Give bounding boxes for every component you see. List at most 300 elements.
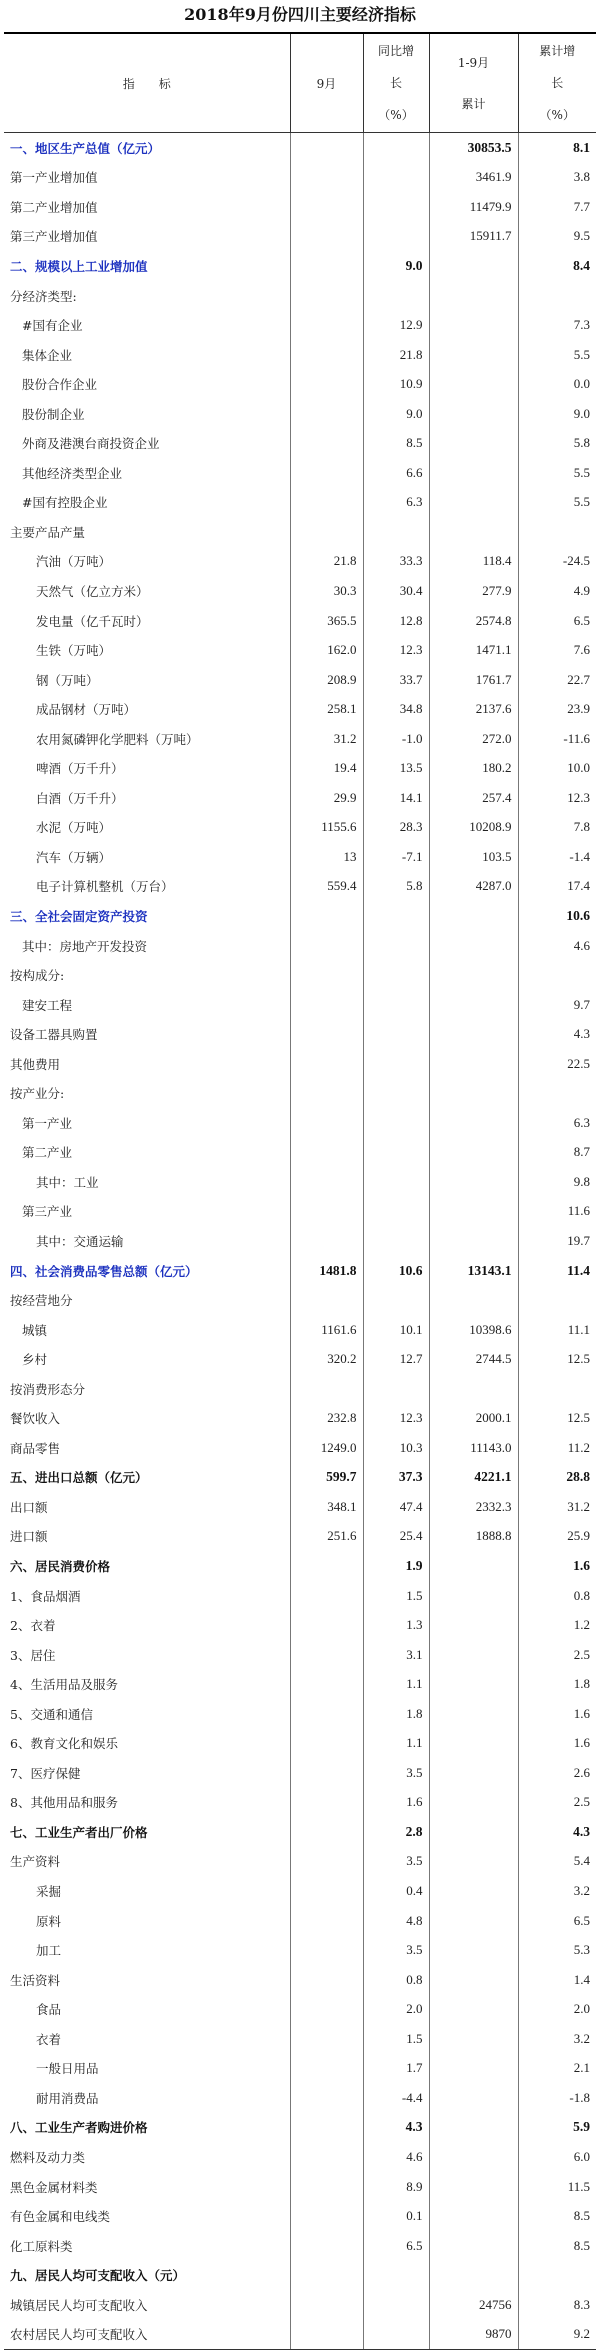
row-yoy-growth: 1.8 <box>363 1699 429 1729</box>
row-cumulative-growth: 8.5 <box>518 2231 596 2261</box>
row-month-value <box>290 990 363 1020</box>
section-row <box>4 1551 596 1581</box>
row-yoy-growth <box>363 960 429 990</box>
table-row <box>4 2083 596 2113</box>
row-label: 农用氮磷钾化学肥料（万吨） <box>36 731 199 747</box>
header-cumulative-line: 累计 <box>461 96 486 111</box>
section-row <box>4 251 596 281</box>
row-month-value: 599.7 <box>290 1463 363 1493</box>
row-yoy-growth: 12.7 <box>363 1344 429 1374</box>
row-yoy-growth <box>363 2319 429 2349</box>
header-cumulative-line: 1-9月 <box>457 55 490 70</box>
section-row <box>4 1463 596 1493</box>
row-cumulative-growth: 11.4 <box>518 1256 596 1286</box>
table-row <box>4 192 596 222</box>
header-yoy <box>363 34 429 133</box>
row-cumulative-growth <box>518 960 596 990</box>
table-row <box>4 488 596 518</box>
row-label: 其他经济类型企业 <box>22 465 123 481</box>
row-yoy-growth: 2.8 <box>363 1817 429 1847</box>
row-yoy-growth <box>363 990 429 1020</box>
report-title: 2018年9月份四川主要经济指标 <box>184 5 416 24</box>
row-month-value: 31.2 <box>290 724 363 754</box>
row-cumulative-value <box>429 1906 518 1936</box>
table-row <box>4 1758 596 1788</box>
section-row <box>4 133 596 163</box>
table-header-row <box>4 34 596 133</box>
table-row <box>4 694 596 724</box>
row-cumulative-growth: 9.0 <box>518 399 596 429</box>
table-row <box>4 1079 596 1109</box>
row-label: 第二产业 <box>22 1145 73 1161</box>
row-cumulative-growth: 11.6 <box>518 1197 596 1227</box>
row-cumulative-value <box>429 1817 518 1847</box>
header-cum-growth <box>518 34 596 133</box>
row-label: 八、工业生产者购进价格 <box>10 2120 148 2136</box>
table-row <box>4 399 596 429</box>
row-label: 商品零售 <box>10 1440 61 1456</box>
row-yoy-growth <box>363 1108 429 1138</box>
row-month-value <box>290 2113 363 2143</box>
row-label: 建安工程 <box>22 997 73 1013</box>
row-month-value: 348.1 <box>290 1492 363 1522</box>
row-cumulative-growth: 6.0 <box>518 2142 596 2172</box>
table-row <box>4 1994 596 2024</box>
row-label: 其中：交通运输 <box>36 1234 124 1249</box>
row-label: 耐用消费品 <box>36 2090 99 2106</box>
table-body <box>4 133 596 2350</box>
row-cumulative-growth: 10.6 <box>518 901 596 931</box>
row-cumulative-value: 1888.8 <box>429 1522 518 1552</box>
row-cumulative-value <box>429 2172 518 2202</box>
row-cumulative-value <box>429 901 518 931</box>
row-month-value <box>290 517 363 547</box>
row-month-value <box>290 222 363 252</box>
row-label: 有色金属和电线类 <box>10 2209 111 2225</box>
row-cumulative-value <box>429 1788 518 1818</box>
row-month-value <box>290 251 363 281</box>
row-label: 汽车（万辆） <box>36 849 112 865</box>
row-cumulative-value <box>429 1049 518 1079</box>
row-yoy-growth: 3.5 <box>363 1935 429 1965</box>
row-yoy-growth <box>363 1079 429 1109</box>
row-cumulative-value <box>429 1699 518 1729</box>
row-cumulative-growth: 9.7 <box>518 990 596 1020</box>
table-row <box>4 2201 596 2231</box>
row-label: 其他费用 <box>10 1056 61 1072</box>
row-month-value <box>290 192 363 222</box>
row-cumulative-value <box>429 2083 518 2113</box>
row-yoy-growth: 10.9 <box>363 369 429 399</box>
row-cumulative-growth: 0.0 <box>518 369 596 399</box>
row-label: 2、衣着 <box>10 1618 56 1634</box>
row-cumulative-growth: 25.9 <box>518 1522 596 1552</box>
row-yoy-growth <box>363 2260 429 2290</box>
row-cumulative-growth <box>518 281 596 311</box>
row-cumulative-value <box>429 1197 518 1227</box>
row-month-value <box>290 1374 363 1404</box>
row-month-value <box>290 2083 363 2113</box>
table-row <box>4 1404 596 1434</box>
row-yoy-growth: 0.1 <box>363 2201 429 2231</box>
row-yoy-growth: 1.5 <box>363 1581 429 1611</box>
table-row <box>4 1729 596 1759</box>
row-month-value <box>290 1817 363 1847</box>
row-yoy-growth: 10.1 <box>363 1315 429 1345</box>
row-yoy-growth: 6.6 <box>363 458 429 488</box>
row-yoy-growth: 47.4 <box>363 1492 429 1522</box>
row-yoy-growth: 14.1 <box>363 783 429 813</box>
row-label: 进口额 <box>10 1529 48 1545</box>
header-cum-growth-line: 长 <box>551 76 564 90</box>
row-label: 第二产业增加值 <box>10 199 98 215</box>
row-cumulative-growth: 4.3 <box>518 1817 596 1847</box>
row-month-value <box>290 1079 363 1109</box>
table-row <box>4 1935 596 1965</box>
row-yoy-growth: 4.6 <box>363 2142 429 2172</box>
table-row <box>4 1285 596 1315</box>
row-cumulative-value <box>429 1847 518 1877</box>
row-yoy-growth: 3.1 <box>363 1640 429 1670</box>
row-yoy-growth <box>363 517 429 547</box>
row-cumulative-value <box>429 1640 518 1670</box>
row-label: 水泥（万吨） <box>36 820 112 836</box>
row-label: 按构成分: <box>10 968 65 984</box>
header-yoy-line: 长 <box>389 76 402 90</box>
row-yoy-growth <box>363 281 429 311</box>
table-row <box>4 458 596 488</box>
row-month-value: 320.2 <box>290 1344 363 1374</box>
row-cumulative-growth: 6.3 <box>518 1108 596 1138</box>
row-cumulative-value: 4287.0 <box>429 872 518 902</box>
row-month-value: 232.8 <box>290 1404 363 1434</box>
row-label: #国有控股企业 <box>22 495 108 511</box>
table-row <box>4 222 596 252</box>
row-yoy-growth: -7.1 <box>363 842 429 872</box>
row-month-value <box>290 369 363 399</box>
row-month-value: 30.3 <box>290 576 363 606</box>
row-cumulative-growth <box>518 1285 596 1315</box>
indicator-table <box>4 34 596 2350</box>
row-month-value <box>290 2142 363 2172</box>
table-row <box>4 783 596 813</box>
row-month-value <box>290 1167 363 1197</box>
row-cumulative-value <box>429 2260 518 2290</box>
row-month-value <box>290 1640 363 1670</box>
table-row <box>4 547 596 577</box>
row-cumulative-growth: -1.4 <box>518 842 596 872</box>
table-row <box>4 606 596 636</box>
row-label: 衣着 <box>36 2031 62 2047</box>
row-yoy-growth: -1.0 <box>363 724 429 754</box>
row-label: 汽油（万吨） <box>36 554 112 570</box>
row-month-value <box>290 1876 363 1906</box>
row-cumulative-growth: 31.2 <box>518 1492 596 1522</box>
row-month-value <box>290 1108 363 1138</box>
row-cumulative-growth: 3.2 <box>518 1876 596 1906</box>
row-yoy-growth <box>363 1019 429 1049</box>
row-label: 采掘 <box>36 1884 62 1900</box>
row-month-value: 1155.6 <box>290 813 363 843</box>
row-month-value <box>290 2319 363 2349</box>
row-label: 7、医疗保健 <box>10 1765 81 1781</box>
row-cumulative-growth <box>518 1079 596 1109</box>
row-yoy-growth: 33.3 <box>363 547 429 577</box>
row-cumulative-growth: 8.7 <box>518 1138 596 1168</box>
row-cumulative-growth: 1.8 <box>518 1669 596 1699</box>
row-cumulative-growth: 11.1 <box>518 1315 596 1345</box>
table-row <box>4 2172 596 2202</box>
row-month-value <box>290 960 363 990</box>
row-yoy-growth: 33.7 <box>363 665 429 695</box>
row-yoy-growth: 1.1 <box>363 1729 429 1759</box>
row-month-value <box>290 1581 363 1611</box>
row-cumulative-value: 180.2 <box>429 753 518 783</box>
row-yoy-growth <box>363 1138 429 1168</box>
row-month-value <box>290 1285 363 1315</box>
row-cumulative-value <box>429 1167 518 1197</box>
row-cumulative-growth: 22.5 <box>518 1049 596 1079</box>
row-label: 加工 <box>36 1943 62 1959</box>
row-cumulative-growth: 8.5 <box>518 2201 596 2231</box>
row-label: 第三产业增加值 <box>10 229 98 245</box>
header-cum-growth-line: （%） <box>539 108 575 122</box>
row-cumulative-value: 1761.7 <box>429 665 518 695</box>
header-yoy-line: 同比增 <box>377 44 414 58</box>
table-row <box>4 1906 596 1936</box>
row-cumulative-growth: 1.6 <box>518 1699 596 1729</box>
row-month-value: 1481.8 <box>290 1256 363 1286</box>
row-cumulative-value <box>429 1285 518 1315</box>
row-month-value <box>290 1019 363 1049</box>
table-row <box>4 813 596 843</box>
row-month-value <box>290 1610 363 1640</box>
row-yoy-growth <box>363 163 429 193</box>
table-row <box>4 842 596 872</box>
row-cumulative-value: 2000.1 <box>429 1404 518 1434</box>
row-cumulative-growth: 22.7 <box>518 665 596 695</box>
row-cumulative-growth: 4.6 <box>518 931 596 961</box>
table-row <box>4 872 596 902</box>
row-label: 主要产品产量 <box>10 524 86 540</box>
row-cumulative-value: 13143.1 <box>429 1256 518 1286</box>
table-row <box>4 665 596 695</box>
row-month-value <box>290 1197 363 1227</box>
row-yoy-growth <box>363 1285 429 1315</box>
row-yoy-growth: 0.4 <box>363 1876 429 1906</box>
row-cumulative-value <box>429 458 518 488</box>
row-yoy-growth <box>363 2290 429 2320</box>
table-row <box>4 1138 596 1168</box>
row-cumulative-value <box>429 517 518 547</box>
row-cumulative-value: 257.4 <box>429 783 518 813</box>
table-row <box>4 1374 596 1404</box>
row-cumulative-growth: -1.8 <box>518 2083 596 2113</box>
row-cumulative-value <box>429 1108 518 1138</box>
table-row <box>4 310 596 340</box>
row-cumulative-growth: 6.5 <box>518 1906 596 1936</box>
row-yoy-growth: 10.3 <box>363 1433 429 1463</box>
row-month-value: 258.1 <box>290 694 363 724</box>
row-yoy-growth: 1.6 <box>363 1788 429 1818</box>
table-row <box>4 1788 596 1818</box>
row-cumulative-growth: 6.5 <box>518 606 596 636</box>
row-cumulative-value <box>429 2231 518 2261</box>
row-month-value <box>290 1729 363 1759</box>
row-label: 分经济类型: <box>10 288 77 304</box>
row-cumulative-growth: 7.8 <box>518 813 596 843</box>
row-cumulative-value: 2744.5 <box>429 1344 518 1374</box>
table-row <box>4 2231 596 2261</box>
row-yoy-growth: 4.8 <box>363 1906 429 1936</box>
table-row <box>4 1226 596 1256</box>
row-yoy-growth: 1.5 <box>363 2024 429 2054</box>
row-month-value <box>290 2231 363 2261</box>
table-row <box>4 1492 596 1522</box>
row-cumulative-growth: 4.3 <box>518 1019 596 1049</box>
row-cumulative-value: 2574.8 <box>429 606 518 636</box>
row-label: 四、社会消费品零售总额（亿元） <box>10 1263 198 1279</box>
row-cumulative-growth: 0.8 <box>518 1581 596 1611</box>
row-cumulative-value: 30853.5 <box>429 133 518 163</box>
table-row <box>4 2142 596 2172</box>
row-cumulative-value: 272.0 <box>429 724 518 754</box>
row-month-value: 251.6 <box>290 1522 363 1552</box>
table-row <box>4 1669 596 1699</box>
row-yoy-growth <box>363 192 429 222</box>
row-label: 一般日用品 <box>36 2061 99 2077</box>
row-label: 黑色金属材料类 <box>10 2179 98 2195</box>
row-cumulative-value <box>429 251 518 281</box>
row-label: 城镇居民人均可支配收入 <box>10 2297 148 2313</box>
row-month-value <box>290 1788 363 1818</box>
row-cumulative-growth: 1.6 <box>518 1551 596 1581</box>
row-cumulative-growth: -24.5 <box>518 547 596 577</box>
row-yoy-growth <box>363 222 429 252</box>
row-month-value <box>290 2172 363 2202</box>
row-label: 六、居民消费价格 <box>10 1559 111 1575</box>
row-label: 电子计算机整机（万台） <box>36 879 174 895</box>
table-row <box>4 1847 596 1877</box>
row-cumulative-value <box>429 960 518 990</box>
row-cumulative-growth: 7.7 <box>518 192 596 222</box>
row-cumulative-growth <box>518 517 596 547</box>
row-cumulative-value <box>429 1935 518 1965</box>
row-cumulative-value <box>429 1079 518 1109</box>
row-label: 5、交通和通信 <box>10 1706 93 1722</box>
table-row <box>4 1433 596 1463</box>
row-cumulative-growth: 1.2 <box>518 1610 596 1640</box>
row-cumulative-value <box>429 1226 518 1256</box>
row-yoy-growth <box>363 1197 429 1227</box>
row-yoy-growth: 1.3 <box>363 1610 429 1640</box>
row-label: 化工原料类 <box>10 2238 73 2254</box>
row-month-value: 1249.0 <box>290 1433 363 1463</box>
row-cumulative-growth: 12.3 <box>518 783 596 813</box>
row-yoy-growth: 1.1 <box>363 1669 429 1699</box>
row-cumulative-growth: 2.0 <box>518 1994 596 2024</box>
row-yoy-growth: 8.9 <box>363 2172 429 2202</box>
row-yoy-growth: 12.8 <box>363 606 429 636</box>
row-yoy-growth: 6.5 <box>363 2231 429 2261</box>
row-yoy-growth: -4.4 <box>363 2083 429 2113</box>
row-month-value <box>290 2290 363 2320</box>
row-cumulative-value <box>429 2024 518 2054</box>
row-label: 按产业分: <box>10 1086 65 1102</box>
row-label: 生活资料 <box>10 1972 61 1988</box>
row-cumulative-value <box>429 340 518 370</box>
row-month-value <box>290 2201 363 2231</box>
row-cumulative-growth: 7.6 <box>518 635 596 665</box>
row-cumulative-growth: 9.8 <box>518 1167 596 1197</box>
row-yoy-growth <box>363 1374 429 1404</box>
row-cumulative-value <box>429 1374 518 1404</box>
section-row <box>4 1256 596 1286</box>
row-yoy-growth <box>363 1049 429 1079</box>
row-yoy-growth: 3.5 <box>363 1847 429 1877</box>
row-label: 按经营地分 <box>10 1293 73 1309</box>
row-cumulative-value <box>429 990 518 1020</box>
table-row <box>4 1965 596 1995</box>
row-cumulative-growth: 4.9 <box>518 576 596 606</box>
row-yoy-growth <box>363 1226 429 1256</box>
row-cumulative-value: 10398.6 <box>429 1315 518 1345</box>
row-yoy-growth: 12.9 <box>363 310 429 340</box>
table-row <box>4 1344 596 1374</box>
row-cumulative-value: 2332.3 <box>429 1492 518 1522</box>
row-month-value <box>290 1138 363 1168</box>
row-cumulative-value <box>429 488 518 518</box>
row-label: 原料 <box>36 1913 62 1929</box>
row-label: 钢（万吨） <box>36 672 99 688</box>
row-label: 乡村 <box>22 1352 48 1368</box>
row-cumulative-value: 24756 <box>429 2290 518 2320</box>
table-row <box>4 990 596 1020</box>
header-cumulative <box>429 34 518 133</box>
row-yoy-growth: 1.9 <box>363 1551 429 1581</box>
row-month-value <box>290 428 363 458</box>
table-row <box>4 931 596 961</box>
row-cumulative-value: 10208.9 <box>429 813 518 843</box>
table-row <box>4 1108 596 1138</box>
row-cumulative-growth: 9.5 <box>518 222 596 252</box>
row-label: 一、地区生产总值（亿元） <box>10 140 161 156</box>
row-month-value <box>290 1669 363 1699</box>
row-month-value <box>290 488 363 518</box>
row-yoy-growth: 0.8 <box>363 1965 429 1995</box>
row-label: 其中：房地产开发投资 <box>22 938 148 954</box>
row-label: 集体企业 <box>22 347 73 363</box>
row-yoy-growth <box>363 1167 429 1197</box>
row-cumulative-growth: 8.3 <box>518 2290 596 2320</box>
row-month-value <box>290 340 363 370</box>
header-yoy-line: （%） <box>378 108 414 122</box>
row-label: 九、居民人均可支配收入（元） <box>10 2268 186 2284</box>
row-cumulative-value: 4221.1 <box>429 1463 518 1493</box>
row-cumulative-value <box>429 1965 518 1995</box>
row-yoy-growth <box>363 931 429 961</box>
row-cumulative-value: 2137.6 <box>429 694 518 724</box>
header-indicator: 指 标 <box>4 34 290 133</box>
row-label: 第一产业 <box>22 1115 73 1131</box>
row-cumulative-growth: 11.5 <box>518 2172 596 2202</box>
row-label: 生产资料 <box>10 1854 61 1870</box>
row-month-value: 365.5 <box>290 606 363 636</box>
row-yoy-growth: 12.3 <box>363 1404 429 1434</box>
table-row <box>4 1699 596 1729</box>
row-month-value <box>290 1551 363 1581</box>
row-cumulative-growth: 17.4 <box>518 872 596 902</box>
